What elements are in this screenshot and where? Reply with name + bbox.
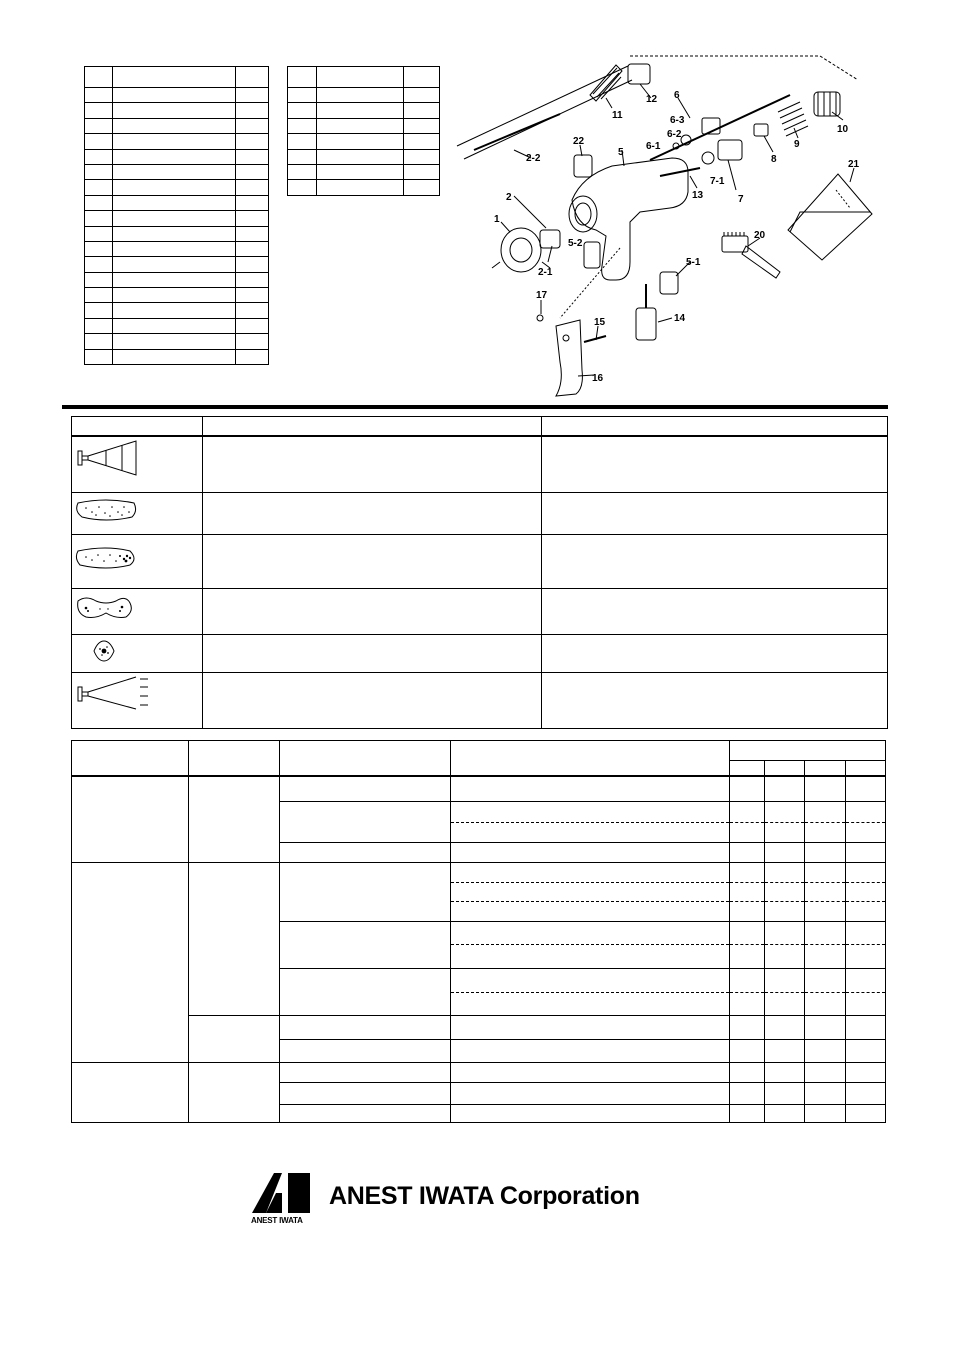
part-qty-cell	[236, 257, 269, 272]
spec-detail-cell	[450, 969, 730, 993]
part-qty-cell	[404, 88, 440, 103]
parts-table-row	[85, 334, 269, 349]
header-cell	[730, 761, 765, 776]
parts-table-row	[85, 288, 269, 303]
pattern-cause-cell	[203, 588, 542, 634]
spec-item-cell	[279, 843, 450, 863]
spec-value-cell	[845, 902, 885, 922]
spec-value-cell	[730, 883, 765, 902]
part-name-cell	[316, 88, 403, 103]
header-cell	[288, 67, 317, 88]
spec-group-cell	[188, 863, 279, 1016]
pattern-icon-cell	[72, 436, 203, 493]
pattern-icon-cell	[72, 634, 203, 672]
spec-value-cell	[805, 902, 846, 922]
spec-detail-cell	[450, 863, 730, 883]
spec-value-cell	[805, 945, 846, 969]
spray-pattern-row	[72, 534, 888, 588]
spec-value-cell	[805, 969, 846, 993]
part-label: 5-2	[568, 238, 583, 249]
part-name-cell	[112, 257, 235, 272]
spec-value-cell	[765, 843, 805, 863]
spec-value-cell	[845, 883, 885, 902]
part-label: 7	[738, 194, 744, 205]
part-no-cell	[85, 118, 113, 133]
part-no-cell	[85, 349, 113, 364]
part-label: 5-1	[686, 257, 701, 268]
spec-value-cell	[765, 1105, 805, 1123]
part-no-cell	[85, 180, 113, 195]
spec-value-cell	[845, 863, 885, 883]
spray-cone-wide-icon	[72, 437, 202, 487]
part-qty-cell	[236, 303, 269, 318]
part-name-cell	[112, 349, 235, 364]
parts-table-row	[85, 88, 269, 103]
part-no-cell	[85, 88, 113, 103]
part-no-cell	[288, 134, 317, 149]
part-qty-cell	[404, 164, 440, 179]
part-no-cell	[85, 134, 113, 149]
header-cell	[85, 67, 113, 88]
pattern-icon-cell	[72, 492, 203, 534]
spec-value-cell	[845, 776, 885, 802]
spec-table	[71, 740, 886, 1123]
part-name-cell	[112, 334, 235, 349]
part-qty-cell	[236, 103, 269, 118]
header-cell	[730, 741, 886, 761]
spray-pattern-row	[72, 492, 888, 534]
part-label: 14	[674, 313, 686, 324]
part-no-cell	[85, 288, 113, 303]
part-label: 21	[848, 159, 860, 170]
part-no-cell	[288, 103, 317, 118]
part-label: 6-2	[667, 129, 682, 140]
spec-value-cell	[845, 843, 885, 863]
spray-pattern-row	[72, 634, 888, 672]
part-qty-cell	[236, 226, 269, 241]
parts-table-row	[85, 164, 269, 179]
part-name-cell	[112, 118, 235, 133]
part-label: 17	[536, 290, 548, 301]
spray-pattern-row	[72, 436, 888, 493]
spec-item-cell	[279, 802, 450, 843]
parts-table-row	[288, 103, 440, 118]
part-name-cell	[112, 226, 235, 241]
part-qty-cell	[404, 134, 440, 149]
part-label: 20	[754, 230, 766, 241]
spec-detail-cell	[450, 1083, 730, 1105]
anest-iwata-logo-mark	[252, 1173, 314, 1213]
pattern-icon-cell	[72, 588, 203, 634]
part-qty-cell	[236, 195, 269, 210]
part-qty-cell	[404, 103, 440, 118]
spec-detail-cell	[450, 993, 730, 1016]
spec-detail-cell	[450, 1040, 730, 1063]
spec-item-cell	[279, 1016, 450, 1040]
part-qty-cell	[236, 149, 269, 164]
crescent-pattern-icon	[72, 493, 202, 529]
spec-value-cell	[805, 1040, 846, 1063]
part-qty-cell	[236, 334, 269, 349]
spec-detail-cell	[450, 802, 730, 823]
spec-detail-cell	[450, 1063, 730, 1083]
part-no-cell	[288, 180, 317, 195]
parts-table-row	[85, 103, 269, 118]
spec-value-cell	[765, 945, 805, 969]
part-name-cell	[112, 88, 235, 103]
part-label: 6	[674, 90, 680, 101]
header-cell	[203, 417, 542, 436]
spec-value-cell	[765, 883, 805, 902]
part-name-cell	[112, 134, 235, 149]
spec-value-cell	[730, 1016, 765, 1040]
spec-value-cell	[845, 993, 885, 1016]
part-qty-cell	[236, 180, 269, 195]
pattern-remedy-cell	[542, 634, 888, 672]
parts-table-row	[85, 149, 269, 164]
header-cell	[279, 741, 450, 776]
part-label: 5	[618, 147, 624, 158]
split-pattern-icon	[72, 589, 202, 629]
part-label: 2-1	[538, 267, 553, 278]
spec-value-cell	[765, 863, 805, 883]
part-label: 15	[594, 317, 606, 328]
spec-value-cell	[805, 883, 846, 902]
header-cell	[805, 761, 846, 776]
section-divider	[62, 405, 888, 409]
part-label: 6-3	[670, 115, 685, 126]
spec-item-cell	[279, 969, 450, 1016]
pattern-cause-cell	[203, 672, 542, 728]
header-cell	[112, 67, 235, 88]
spray-pattern-header-row	[72, 417, 888, 436]
spec-value-cell	[765, 823, 805, 843]
header-cell	[765, 761, 805, 776]
part-name-cell	[112, 149, 235, 164]
parts-table-row	[85, 303, 269, 318]
spec-value-cell	[805, 802, 846, 823]
header-cell	[542, 417, 888, 436]
part-qty-cell	[236, 118, 269, 133]
heavy-end-pattern-icon	[72, 535, 202, 583]
parts-table-row	[288, 149, 440, 164]
spec-value-cell	[805, 1016, 846, 1040]
pattern-remedy-cell	[542, 534, 888, 588]
spec-group-cell	[188, 1016, 279, 1063]
part-no-cell	[85, 257, 113, 272]
spec-item-cell	[279, 1040, 450, 1063]
pattern-remedy-cell	[542, 588, 888, 634]
part-name-cell	[112, 195, 235, 210]
spec-value-cell	[845, 823, 885, 843]
spec-row	[72, 776, 886, 802]
pattern-remedy-cell	[542, 436, 888, 493]
spec-item-cell	[279, 1063, 450, 1083]
parts-table-row	[288, 134, 440, 149]
spec-value-cell	[805, 1083, 846, 1105]
part-label: 2-2	[526, 153, 541, 164]
part-no-cell	[288, 118, 317, 133]
part-label: 16	[592, 373, 604, 384]
spec-row	[72, 863, 886, 883]
spec-value-cell	[805, 776, 846, 802]
part-no-cell	[85, 241, 113, 256]
spec-value-cell	[730, 863, 765, 883]
spec-value-cell	[765, 1083, 805, 1105]
spec-group-cell	[72, 776, 189, 863]
part-qty-cell	[236, 288, 269, 303]
spec-detail-cell	[450, 945, 730, 969]
part-no-cell	[85, 149, 113, 164]
part-name-cell	[316, 149, 403, 164]
part-name-cell	[112, 180, 235, 195]
header-cell	[404, 67, 440, 88]
pattern-icon-cell	[72, 672, 203, 728]
parts-table-row	[85, 241, 269, 256]
spec-value-cell	[765, 993, 805, 1016]
part-name-cell	[112, 241, 235, 256]
parts-table-row	[85, 349, 269, 364]
spec-value-cell	[765, 922, 805, 945]
part-label: 12	[646, 94, 658, 105]
part-no-cell	[85, 226, 113, 241]
part-label: 13	[692, 190, 704, 201]
parts-table-left	[84, 66, 269, 365]
part-name-cell	[112, 288, 235, 303]
part-qty-cell	[236, 164, 269, 179]
spec-item-cell	[279, 922, 450, 969]
parts-table-row	[85, 211, 269, 226]
pattern-cause-cell	[203, 436, 542, 493]
spec-value-cell	[730, 922, 765, 945]
part-name-cell	[112, 164, 235, 179]
pattern-cause-cell	[203, 492, 542, 534]
spec-value-cell	[730, 1083, 765, 1105]
spec-value-cell	[765, 1016, 805, 1040]
pattern-cause-cell	[203, 634, 542, 672]
part-no-cell	[85, 103, 113, 118]
spec-value-cell	[730, 843, 765, 863]
spec-value-cell	[845, 1016, 885, 1040]
spec-detail-cell	[450, 823, 730, 843]
spec-value-cell	[730, 1063, 765, 1083]
spec-item-cell	[279, 1083, 450, 1105]
parts-table-row	[288, 164, 440, 179]
part-label: 2	[506, 192, 512, 203]
part-name-cell	[316, 134, 403, 149]
header-cell	[845, 761, 885, 776]
header-cell	[450, 741, 730, 776]
spray-pattern-row	[72, 672, 888, 728]
spec-detail-cell	[450, 902, 730, 922]
part-qty-cell	[404, 118, 440, 133]
spec-value-cell	[730, 969, 765, 993]
parts-table-row	[288, 88, 440, 103]
parts-table-row	[85, 272, 269, 287]
spec-value-cell	[805, 843, 846, 863]
header-cell	[236, 67, 269, 88]
spec-value-cell	[845, 802, 885, 823]
spec-detail-cell	[450, 1105, 730, 1123]
part-qty-cell	[236, 318, 269, 333]
parts-table-row	[85, 226, 269, 241]
spec-value-cell	[730, 1040, 765, 1063]
part-no-cell	[288, 149, 317, 164]
part-label: 8	[771, 154, 777, 165]
part-qty-cell	[236, 88, 269, 103]
spray-pattern-table	[71, 416, 888, 729]
spec-value-cell	[845, 1063, 885, 1083]
company-name: ANEST IWATA Corporation	[329, 1182, 640, 1210]
spec-row	[72, 1016, 886, 1040]
part-label: 6-1	[646, 141, 661, 152]
part-name-cell	[112, 211, 235, 226]
part-qty-cell	[236, 349, 269, 364]
part-no-cell	[85, 272, 113, 287]
spec-value-cell	[845, 1040, 885, 1063]
part-no-cell	[85, 211, 113, 226]
center-heavy-pattern-icon	[72, 635, 202, 667]
header-cell	[72, 741, 189, 776]
spec-item-cell	[279, 863, 450, 922]
spec-value-cell	[730, 902, 765, 922]
part-label: 22	[573, 136, 585, 147]
part-name-cell	[112, 103, 235, 118]
logo-small-text: ANEST IWATA	[251, 1216, 303, 1225]
spec-value-cell	[730, 823, 765, 843]
spec-detail-cell	[450, 776, 730, 802]
part-qty-cell	[404, 180, 440, 195]
part-qty-cell	[236, 241, 269, 256]
spray-cone-sputter-icon	[72, 673, 202, 723]
pattern-cause-cell	[203, 534, 542, 588]
spray-pattern-row	[72, 588, 888, 634]
spec-value-cell	[805, 863, 846, 883]
spec-value-cell	[845, 1083, 885, 1105]
spec-value-cell	[765, 776, 805, 802]
parts-table-header-row	[85, 67, 269, 88]
spec-group-cell	[188, 776, 279, 863]
spec-value-cell	[805, 1105, 846, 1123]
part-name-cell	[112, 303, 235, 318]
part-label: 7-1	[710, 176, 725, 187]
spec-group-cell	[72, 863, 189, 1063]
part-name-cell	[316, 103, 403, 118]
parts-table-row	[85, 134, 269, 149]
spec-value-cell	[845, 969, 885, 993]
header-cell	[316, 67, 403, 88]
part-no-cell	[85, 195, 113, 210]
spec-value-cell	[765, 1040, 805, 1063]
parts-table-row	[85, 257, 269, 272]
parts-table-row	[288, 180, 440, 195]
part-label: 1	[494, 214, 500, 225]
part-name-cell	[316, 180, 403, 195]
part-qty-cell	[404, 149, 440, 164]
part-name-cell	[112, 318, 235, 333]
spec-value-cell	[730, 802, 765, 823]
spec-row	[72, 1063, 886, 1083]
spec-group-cell	[72, 1063, 189, 1123]
part-label: 9	[794, 139, 800, 150]
part-name-cell	[316, 118, 403, 133]
pattern-remedy-cell	[542, 672, 888, 728]
spec-value-cell	[730, 993, 765, 1016]
part-no-cell	[288, 88, 317, 103]
parts-table-row	[288, 118, 440, 133]
part-no-cell	[85, 303, 113, 318]
spec-detail-cell	[450, 843, 730, 863]
part-qty-cell	[236, 134, 269, 149]
spec-value-cell	[730, 945, 765, 969]
spec-value-cell	[765, 902, 805, 922]
part-qty-cell	[236, 272, 269, 287]
parts-table-header-row	[288, 67, 440, 88]
spec-detail-cell	[450, 883, 730, 902]
part-no-cell	[85, 334, 113, 349]
pattern-icon-cell	[72, 534, 203, 588]
part-no-cell	[85, 164, 113, 179]
spec-detail-cell	[450, 922, 730, 945]
spec-value-cell	[730, 1105, 765, 1123]
pattern-remedy-cell	[542, 492, 888, 534]
header-cell	[188, 741, 279, 776]
spec-value-cell	[845, 922, 885, 945]
spec-detail-cell	[450, 1016, 730, 1040]
parts-table-row	[85, 318, 269, 333]
parts-table-row	[85, 180, 269, 195]
spec-value-cell	[765, 969, 805, 993]
parts-table-row	[85, 195, 269, 210]
spec-value-cell	[845, 945, 885, 969]
spec-value-cell	[805, 823, 846, 843]
part-name-cell	[316, 164, 403, 179]
exploded-view-diagram	[450, 50, 890, 400]
spec-item-cell	[279, 776, 450, 802]
spec-value-cell	[845, 1105, 885, 1123]
part-no-cell	[85, 318, 113, 333]
part-label: 10	[837, 124, 849, 135]
spec-value-cell	[765, 802, 805, 823]
spec-value-cell	[730, 776, 765, 802]
header-cell	[72, 417, 203, 436]
spec-value-cell	[805, 922, 846, 945]
part-no-cell	[288, 164, 317, 179]
spec-header-row	[72, 741, 886, 761]
part-qty-cell	[236, 211, 269, 226]
part-label: 11	[612, 110, 623, 121]
spec-value-cell	[805, 993, 846, 1016]
spec-value-cell	[765, 1063, 805, 1083]
spec-item-cell	[279, 1105, 450, 1123]
spec-value-cell	[805, 1063, 846, 1083]
spec-group-cell	[188, 1063, 279, 1123]
parts-table-row	[85, 118, 269, 133]
parts-table-right	[287, 66, 440, 196]
part-name-cell	[112, 272, 235, 287]
